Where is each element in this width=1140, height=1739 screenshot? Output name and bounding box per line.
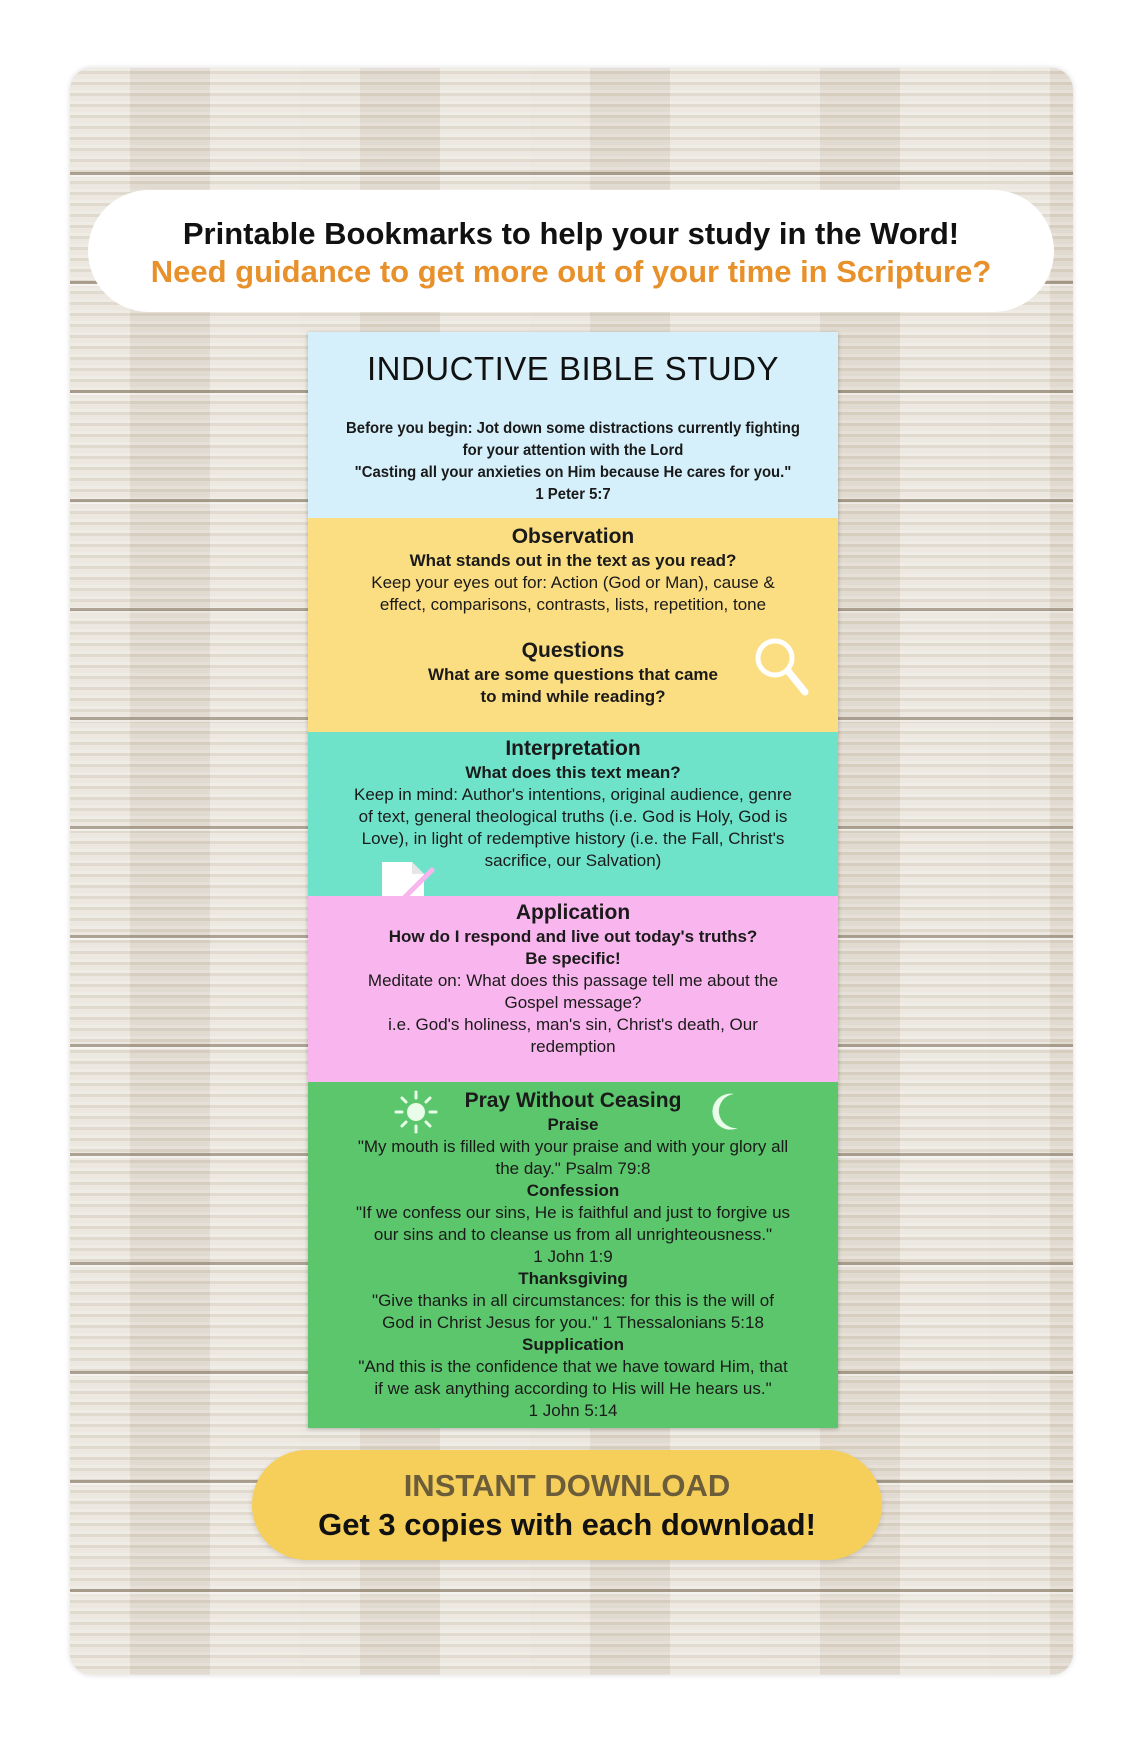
interpretation-text-line: Love), in light of redemptive history (i.e. the Fall, Christ's: [361, 829, 785, 848]
praise-text-line: "My mouth is filled with your praise and with your glory all: [357, 1137, 789, 1156]
prayer-block: [314, 1088, 832, 1422]
thanksgiving-label: Thanksgiving: [518, 1269, 628, 1288]
interpretation-question: What does this text mean?: [465, 763, 681, 782]
application-text-line: Meditate on: What does this passage tell me about the: [367, 971, 779, 990]
download-line-2: Get 3 copies with each download!: [318, 1507, 816, 1542]
observation-block: [314, 524, 832, 616]
application-text-line: redemption: [530, 1037, 616, 1056]
confession-text-line: 1 John 1:9: [533, 1247, 613, 1266]
observation-question: What stands out in the text as you read?: [409, 551, 737, 570]
intro-text: [336, 418, 810, 506]
supplication-text-line: "And this is the confidence that we have toward Him, that: [358, 1357, 788, 1376]
application-question-line: How do I respond and live out today's truths?: [388, 927, 758, 946]
intro-line: Before you begin: Jot down some distractions currently fighting: [346, 420, 800, 437]
application-section: [308, 896, 838, 1082]
observation-heading: Observation: [511, 525, 635, 548]
confession-label: Confession: [526, 1181, 620, 1200]
download-line-1: INSTANT DOWNLOAD: [403, 1468, 731, 1503]
sun-icon: [394, 1090, 438, 1134]
praise-label: Praise: [547, 1115, 599, 1134]
observation-text-line: Keep your eyes out for: Action (God or Man), cause &: [371, 573, 775, 592]
thanksgiving-text-line: God in Christ Jesus for you." 1 Thessalonians 5:18: [382, 1313, 764, 1332]
observation-text-line: effect, comparisons, contrasts, lists, repetition, tone: [379, 595, 767, 614]
application-text-line: i.e. God's holiness, man's sin, Christ's death, Our: [388, 1015, 758, 1034]
interpretation-text-line: sacrifice, our Salvation): [484, 851, 662, 870]
interpretation-block: [314, 736, 832, 872]
questions-line: What are some questions that came: [427, 665, 719, 684]
questions-line: to mind while reading?: [480, 687, 666, 706]
instant-download-badge: [252, 1450, 882, 1560]
application-question-line: Be specific!: [525, 949, 621, 968]
interpretation-heading: Interpretation: [505, 737, 641, 760]
confession-text-line: our sins and to cleanse us from all unrighteousness.": [373, 1225, 773, 1244]
interpretation-text-line: Keep in mind: Author's intentions, original audience, genre: [354, 785, 792, 804]
supplication-text-line: 1 John 5:14: [528, 1401, 618, 1420]
thanksgiving-text-line: "Give thanks in all circumstances: for this is the will of: [372, 1291, 774, 1310]
application-block: [314, 900, 832, 1058]
application-text-line: Gospel message?: [504, 993, 642, 1012]
header-banner: [88, 190, 1054, 312]
supplication-text-line: if we ask anything according to His will He hears us.": [374, 1379, 772, 1398]
bookmark-title: INDUCTIVE BIBLE STUDY: [366, 350, 780, 387]
interpretation-text-line: of text, general theological truths (i.e. God is Holy, God is: [358, 807, 788, 826]
magnifying-glass-icon: [751, 634, 815, 702]
questions-heading: Questions: [521, 639, 625, 662]
intro-section: [308, 332, 838, 518]
confession-text-line: "If we confess our sins, He is faithful and just to forgive us: [355, 1203, 791, 1222]
banner-subtitle: Need guidance to get more out of your time in Scripture?: [150, 254, 992, 289]
supplication-label: Supplication: [522, 1335, 624, 1354]
banner-title: Printable Bookmarks to help your study in the Word!: [182, 216, 960, 251]
observation-section: [308, 518, 838, 732]
application-heading: Application: [515, 901, 631, 924]
intro-line: 1 Peter 5:7: [535, 486, 611, 503]
praise-text-line: the day." Psalm 79:8: [495, 1159, 651, 1178]
moon-icon: [706, 1090, 746, 1134]
intro-line: for your attention with the Lord: [462, 442, 684, 459]
bookmark-card: [308, 332, 838, 1428]
prayer-section: [308, 1082, 838, 1428]
intro-line: "Casting all your anxieties on Him because He cares for you.": [354, 464, 792, 481]
interpretation-section: [308, 732, 838, 896]
prayer-heading: Pray Without Ceasing: [464, 1089, 682, 1112]
